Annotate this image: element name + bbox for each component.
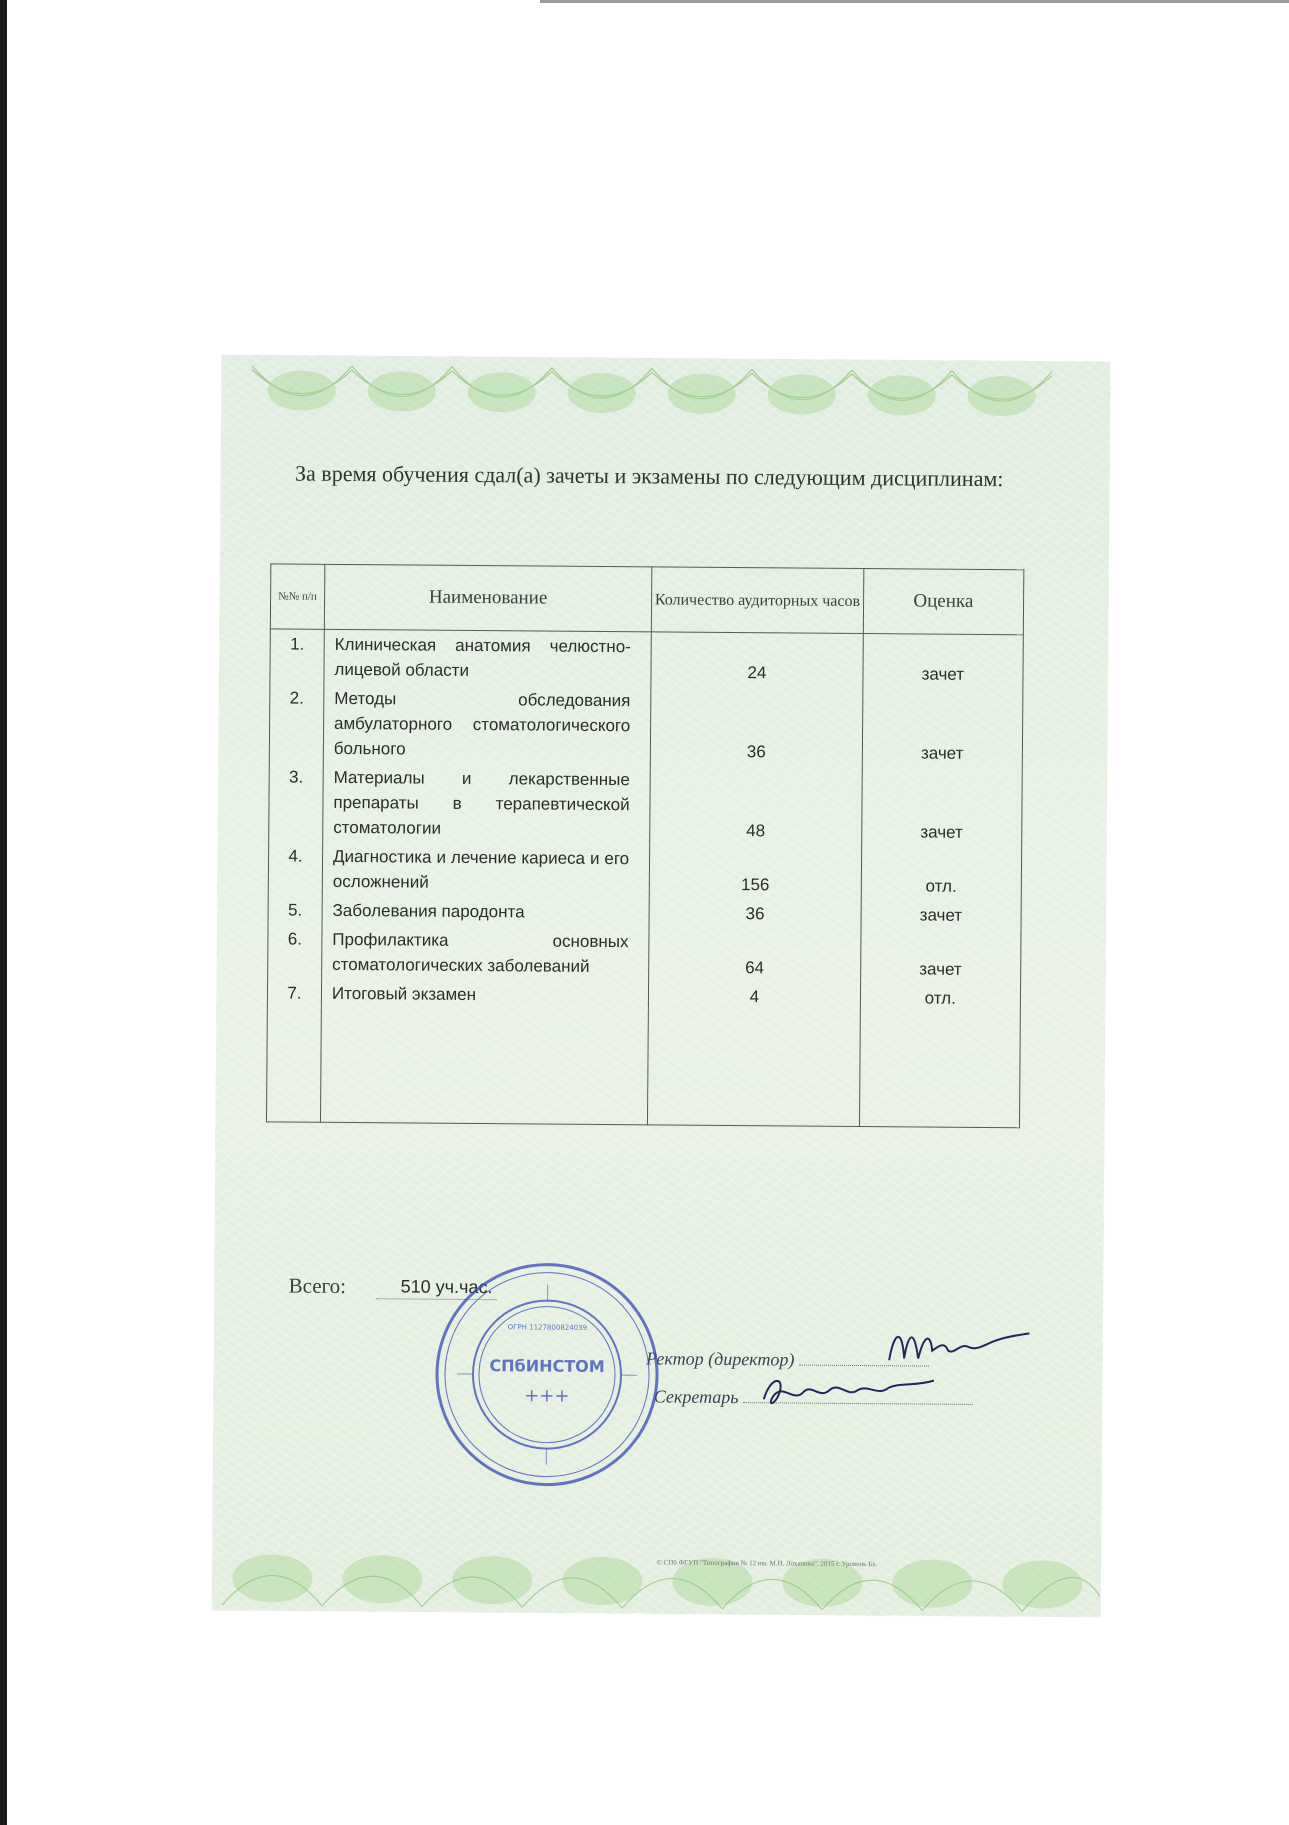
table-row: [269, 762, 1023, 847]
total-label: Всего:: [288, 1273, 347, 1299]
top-guilloche-ornament: [221, 355, 1110, 442]
discipline-grade: зачет: [863, 634, 1024, 690]
table-header-row: [270, 564, 1023, 635]
total-hours-value: 510 уч.час.: [377, 1276, 497, 1300]
row-number: 5.: [268, 895, 322, 924]
empty-cell: [266, 1007, 321, 1122]
empty-cell: [648, 1010, 860, 1126]
row-number: 6.: [268, 924, 322, 978]
discipline-hours: 4: [649, 981, 861, 1012]
discipline-name: Диагностика и лечение кариеса и его осложнений: [322, 842, 650, 899]
discipline-hours: 24: [651, 632, 863, 688]
discipline-grade: зачет: [860, 929, 1021, 984]
discipline-hours: 36: [649, 898, 861, 929]
discipline-grade: зачет: [862, 688, 1023, 768]
table-row: [268, 841, 1021, 901]
discipline-name: Итоговый экзамен: [321, 979, 648, 1011]
column-header-grade: Оценка: [863, 569, 1024, 635]
empty-cell: [320, 1008, 648, 1125]
discipline-hours: 48: [650, 765, 862, 846]
table-row: [270, 629, 1023, 689]
discipline-name: Клиническая анатомия челюстно-лицевой области: [324, 629, 652, 686]
disciplines-table: [266, 563, 1024, 1128]
empty-cell: [859, 1012, 1020, 1128]
scan-top-line: [540, 0, 1289, 3]
discipline-name: Материалы и лекарственные препараты в терапевтической стоматологии: [323, 763, 651, 845]
scan-border: [0, 0, 7, 1825]
table-empty-row: [266, 1007, 1020, 1127]
discipline-name: Методы обследования амбулаторного стоматологического больного: [323, 684, 651, 766]
seal-center-text: СПбИНСТОМ: [489, 1356, 605, 1377]
discipline-hours: 36: [650, 686, 862, 767]
institution-seal: [431, 1259, 663, 1491]
column-header-hours: Количество аудиторных часов: [651, 567, 863, 634]
row-number: 1.: [270, 629, 324, 684]
discipline-grade: отл.: [861, 846, 1022, 901]
discipline-grade: зачет: [861, 900, 1022, 930]
diploma-supplement-page: [212, 355, 1110, 1617]
svg-text:+++: +++: [524, 1385, 570, 1407]
table-row: [268, 924, 1021, 984]
row-number: 3.: [269, 762, 324, 841]
secretary-handwritten-signature: [754, 1369, 944, 1420]
discipline-name: Заболевания пародонта: [322, 896, 649, 928]
discipline-grade: зачет: [861, 767, 1022, 847]
table-row: [269, 683, 1023, 768]
secretary-label: Секретарь: [653, 1386, 739, 1408]
bottom-guilloche-ornament: [212, 1530, 1101, 1617]
printer-imprint: © СПб ФГУП "Типография № 12 им. М.И. Лоханова". 2015 г. Уровень Бх.: [656, 1558, 878, 1569]
discipline-grade: отл.: [860, 983, 1021, 1013]
rector-handwritten-signature: [884, 1320, 1034, 1371]
seal-id-text: ОГРН 1127800824039: [507, 1323, 588, 1332]
column-header-name: Наименование: [324, 564, 652, 632]
row-number: 4.: [268, 841, 322, 895]
row-number: 7.: [267, 978, 321, 1007]
column-header-number: №№ п/п: [270, 564, 324, 629]
discipline-hours: 64: [649, 927, 861, 983]
discipline-hours: 156: [649, 844, 861, 900]
disciplines-heading: За время обучения сдал(а) зачеты и экзамены по следующим дисциплинам:: [294, 460, 1004, 492]
row-number: 2.: [269, 683, 324, 762]
discipline-name: Профилактика основных стоматологических заболеваний: [322, 925, 650, 982]
rector-label: Ректор (директор): [646, 1348, 795, 1370]
